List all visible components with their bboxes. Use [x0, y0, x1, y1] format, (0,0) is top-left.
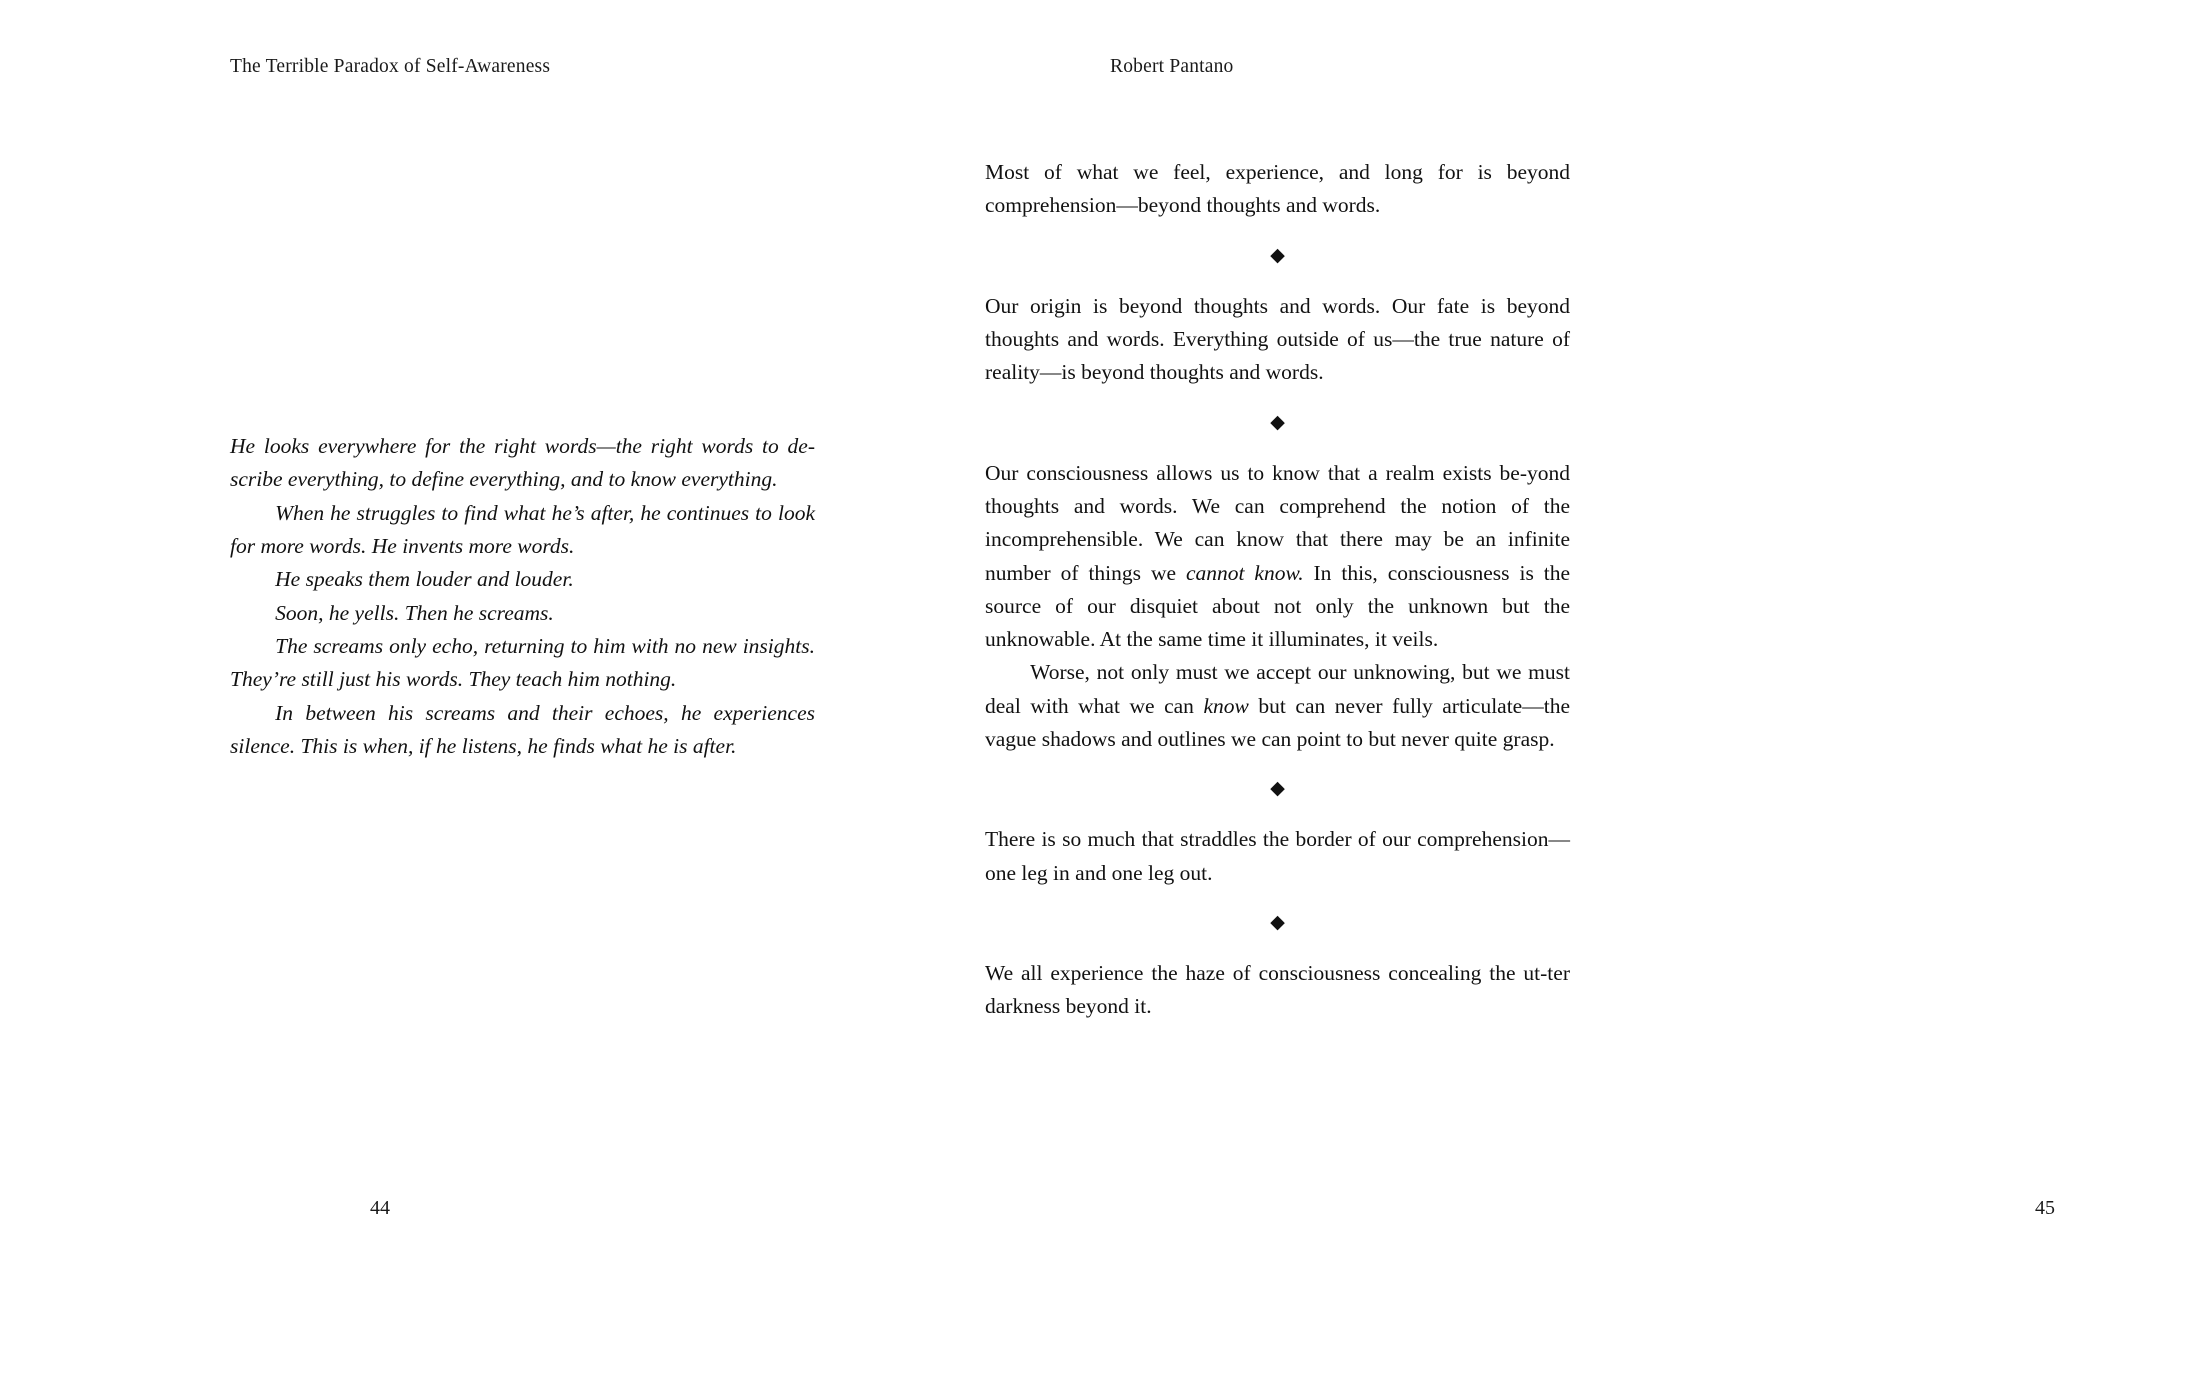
paragraph: Worse, not only must we accept our unknowing, but we must deal with what we can know but can never fully articulate—the vague shadows and outlines we can point to but never quite grasp.: [985, 660, 1570, 752]
diamond-ornament-icon: ◆: [1270, 778, 1285, 800]
diamond-ornament-icon: ◆: [1270, 411, 1285, 433]
paragraph: Our consciousness allows us to know that a realm exists be-yond thoughts and words. We can comprehend the notion of the incomprehensible. We can know that there may be an infinite number of things we cannot know. In this, consciousness is the source of our disquiet about not only the unknown but the unknowable. At the same time it illuminates, it veils.: [985, 460, 1571, 652]
paragraph: Most of what we feel, experience, and long for is beyond comprehension—beyond thoughts and words.: [985, 160, 1570, 218]
running-head-right: Robert Pantano: [1110, 56, 1234, 77]
paragraph: He speaks them louder and louder.: [275, 567, 574, 592]
page-right: [875, 0, 2055, 1396]
paragraph: The screams only echo, returning to him with no new insights. They’re still just his words. They teach him nothing.: [230, 633, 815, 692]
left-page-body: [230, 430, 815, 763]
paragraph: There is so much that straddles the border of our comprehension—one leg in and one leg out.: [985, 827, 1570, 885]
page-number-left: 44: [370, 1197, 390, 1219]
diamond-ornament-icon: ◆: [1270, 912, 1285, 933]
paragraph: We all experience the haze of consciousness concealing the ut-ter darkness beyond it.: [985, 961, 1570, 1019]
paragraph: In between his screams and their echoes, he experiences silence. This is when, if he listens, he finds what he is after.: [230, 700, 815, 758]
paragraph: Our origin is beyond thoughts and words. Our fate is beyond thoughts and words. Everything outside of us—the true nature of reality—is beyond thoughts and words.: [985, 293, 1570, 385]
diamond-ornament-icon: ◆: [1270, 244, 1285, 266]
paragraph: He looks everywhere for the right words—the right words to de-scribe everything, to define everything, and to know everything.: [230, 434, 815, 492]
running-head-left: The Terrible Paradox of Self-Awareness: [230, 56, 551, 77]
page-left: [0, 0, 875, 1396]
page-number-right: 45: [2035, 1197, 2055, 1219]
right-page-body: [985, 156, 1570, 1024]
paragraph: When he struggles to find what he’s after, he continues to look for more words. He invents more words.: [230, 500, 815, 558]
paragraph: Soon, he yells. Then he screams.: [275, 600, 554, 625]
